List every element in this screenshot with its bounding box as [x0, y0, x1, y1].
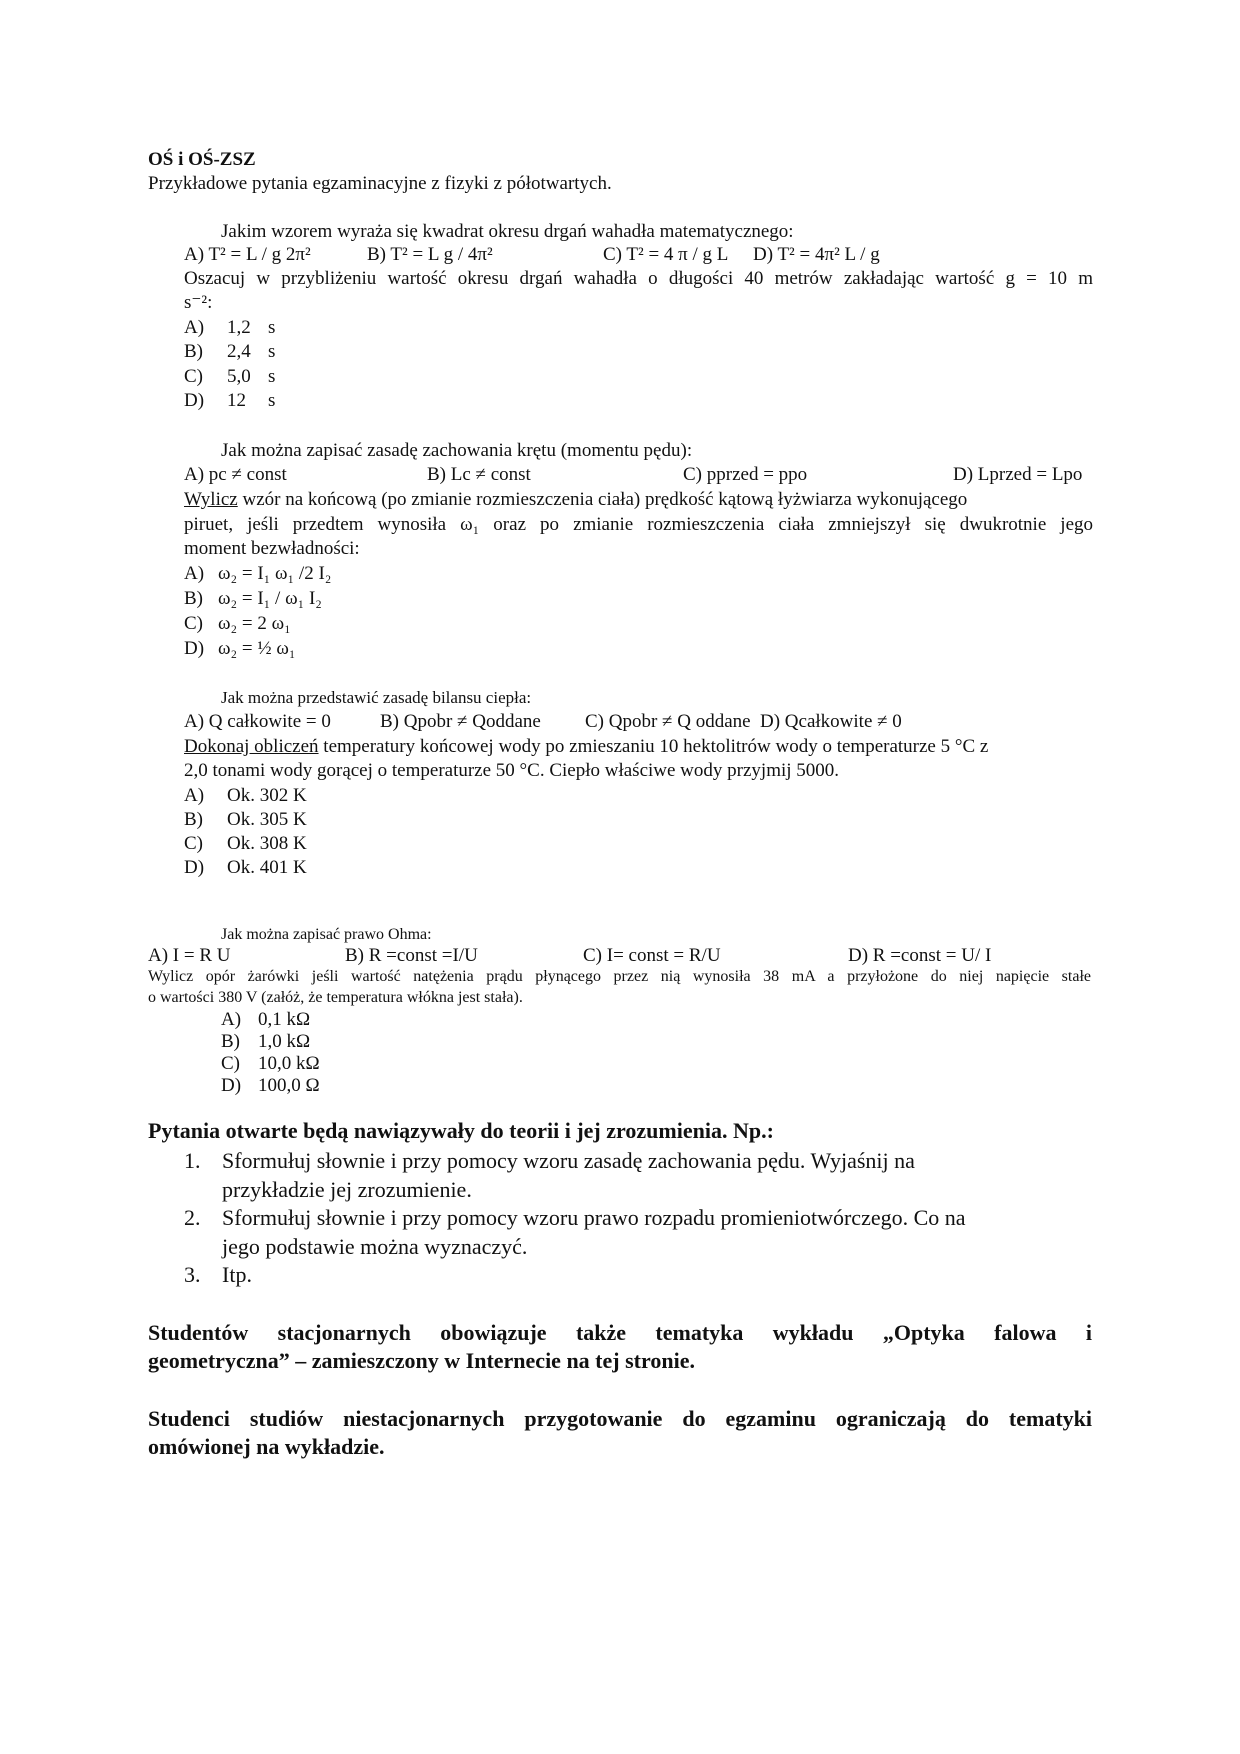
note-stacjonarni-line2: geometryczna” – zamieszczony w Internecie na tej stronie. [148, 1348, 695, 1373]
q1-choice-b: B) T² = L g / 4π² [367, 244, 493, 265]
open-item-number: 2. [184, 1205, 201, 1230]
q4-answer-value: 100,0 Ω [258, 1075, 320, 1096]
q3-choice-b: B) Qpobr ≠ Qoddane [380, 711, 541, 732]
q1-answer-value: 5,0 [227, 366, 251, 387]
open-questions-heading: Pytania otwarte będą nawiązywały do teorii i jej zrozumienia. Np.: [148, 1118, 774, 1143]
q3-choice-d: D) Qcałkowite ≠ 0 [760, 711, 902, 732]
q1-answer-letter: C) [184, 366, 203, 387]
q1-answer-unit: s [268, 341, 276, 362]
q4-choice-d: D) R =const = U/ I [848, 945, 992, 966]
q1-answer-value: 2,4 [227, 341, 251, 362]
open-item-text-cont: jego podstawie można wyznaczyć. [222, 1234, 528, 1259]
q2-answer-letter: C) [184, 613, 203, 634]
q1-answer-unit: s [268, 317, 276, 338]
q3-task-verb: Dokonaj obliczeń [184, 736, 319, 757]
q4-answer-letter: A) [221, 1009, 242, 1030]
q4-answer-letter: D) [221, 1075, 242, 1096]
q4-task-line1: Wylicz opór żarówki jeśli wartość natężenia prądu płynącego przez nią wynosiła 38 mA a przyłożone do niej napięcie stałe [148, 968, 1091, 985]
q4-choice-a: A) I = R U [148, 945, 231, 966]
q3-question: Jak można przedstawić zasadę bilansu ciepła: [221, 688, 532, 707]
open-item-number: 1. [184, 1148, 201, 1173]
q4-task-line2: o wartości 380 V (załóż, że temperatura włókna jest stała). [148, 989, 523, 1006]
q1-task-line1: Oszacuj w przybliżeniu wartość okresu drgań wahadła o długości 40 metrów zakładając wartość g = 10 m [184, 268, 1093, 289]
q4-choice-b: B) R =const =I/U [345, 945, 478, 966]
q1-answer-letter: A) [184, 317, 205, 338]
q1-answer-letter: D) [184, 390, 205, 411]
note-niestacjonarni-line1: Studenci studiów niestacjonarnych przygotowanie do egzaminu ograniczają do tematyki [148, 1406, 1092, 1431]
q1-task-line2: s⁻²: [184, 292, 213, 313]
q3-answer-letter: C) [184, 833, 203, 854]
q3-choice-a: A) Q całkowite = 0 [184, 711, 331, 732]
q1-answer-value: 12 [227, 390, 246, 411]
q4-answer-value: 1,0 kΩ [258, 1031, 311, 1052]
q3-task-line2: 2,0 tonami wody gorącej o temperaturze 50 °C. Ciepło właściwe wody przyjmij 5000. [184, 760, 840, 781]
q1-answer-letter: B) [184, 341, 203, 362]
q2-answer-formula: ω₂ = I₁ ω₁ /2 I₂ [218, 563, 332, 584]
q3-answer-letter: B) [184, 809, 203, 830]
q1-choice-c: C) T² = 4 π / g L [603, 244, 729, 265]
q3-answer-value: Ok. 401 K [227, 857, 307, 878]
q1-choice-d: D) T² = 4π² L / g [753, 244, 880, 265]
q2-answer-formula: ω₂ = I₁ / ω₁ I₂ [218, 588, 322, 609]
q3-answer-value: Ok. 308 K [227, 833, 307, 854]
q1-choice-a: A) T² = L / g 2π² [184, 244, 311, 265]
q2-task-line3: moment bezwładności: [184, 538, 360, 559]
q3-task-line1 [184, 736, 1093, 758]
document-subtitle: Przykładowe pytania egzaminacyjne z fizyki z półotwartych. [148, 173, 612, 194]
open-item-text-cont: przykładzie jej zrozumienie. [222, 1177, 472, 1202]
q2-task-text: wzór na końcową (po zmianie rozmieszczenia ciała) prędkość kątową łyżwiarza wykonującego [237, 489, 968, 510]
open-item-text: Itp. [222, 1262, 252, 1287]
q3-answer-value: Ok. 305 K [227, 809, 307, 830]
q3-task-text: temperatury końcowej wody po zmieszaniu 10 hektolitrów wody o temperaturze 5 °C z [318, 736, 989, 757]
q3-answer-value: Ok. 302 K [227, 785, 307, 806]
q2-task-line1 [184, 489, 1093, 511]
q2-choice-d: D) Lprzed = Lpo [953, 464, 1083, 485]
q4-question: Jak można zapisać prawo Ohma: [221, 926, 432, 943]
q1-answer-unit: s [268, 366, 276, 387]
q2-answer-letter: A) [184, 563, 205, 584]
q1-answer-value: 1,2 [227, 317, 251, 338]
note-niestacjonarni-line2: omówionej na wykładzie. [148, 1434, 385, 1459]
q4-choice-c: C) I= const = R/U [583, 945, 721, 966]
open-item-text: Sformułuj słownie i przy pomocy wzoru prawo rozpadu promieniotwórczego. Co na [222, 1205, 966, 1230]
q1-question: Jakim wzorem wyraża się kwadrat okresu drgań wahadła matematycznego: [221, 221, 794, 242]
q1-answer-unit: s [268, 390, 276, 411]
q4-answer-value: 10,0 kΩ [258, 1053, 320, 1074]
q2-question: Jak można zapisać zasadę zachowania krętu (momentu pędu): [221, 440, 693, 461]
q2-answer-formula: ω₂ = ½ ω₁ [218, 638, 296, 659]
document-title: OŚ i OŚ-ZSZ [148, 149, 256, 170]
note-stacjonarni-line1: Studentów stacjonarnych obowiązuje także tematyka wykładu „Optyka falowa i [148, 1320, 1092, 1345]
q3-answer-letter: A) [184, 785, 205, 806]
q3-choice-c: C) Qpobr ≠ Q oddane [585, 711, 751, 732]
q2-answer-letter: D) [184, 638, 205, 659]
q2-answer-formula: ω₂ = 2 ω₁ [218, 613, 291, 634]
q2-choice-b: B) Lc ≠ const [427, 464, 531, 485]
q2-task-line2: piruet, jeśli przedtem wynosiła ω₁ oraz po zmianie rozmieszczenia ciała zmniejszył się dwukrotnie jego [184, 514, 1093, 535]
q2-task-verb: Wylicz [184, 489, 238, 510]
open-item-number: 3. [184, 1262, 201, 1287]
q3-answer-letter: D) [184, 857, 205, 878]
q4-answer-value: 0,1 kΩ [258, 1009, 311, 1030]
q2-choice-a: A) pc ≠ const [184, 464, 287, 485]
q4-answer-letter: C) [221, 1053, 240, 1074]
q2-answer-letter: B) [184, 588, 203, 609]
q2-choice-c: C) pprzed = ppo [683, 464, 808, 485]
q4-answer-letter: B) [221, 1031, 240, 1052]
open-item-text: Sformułuj słownie i przy pomocy wzoru zasadę zachowania pędu. Wyjaśnij na [222, 1148, 915, 1173]
